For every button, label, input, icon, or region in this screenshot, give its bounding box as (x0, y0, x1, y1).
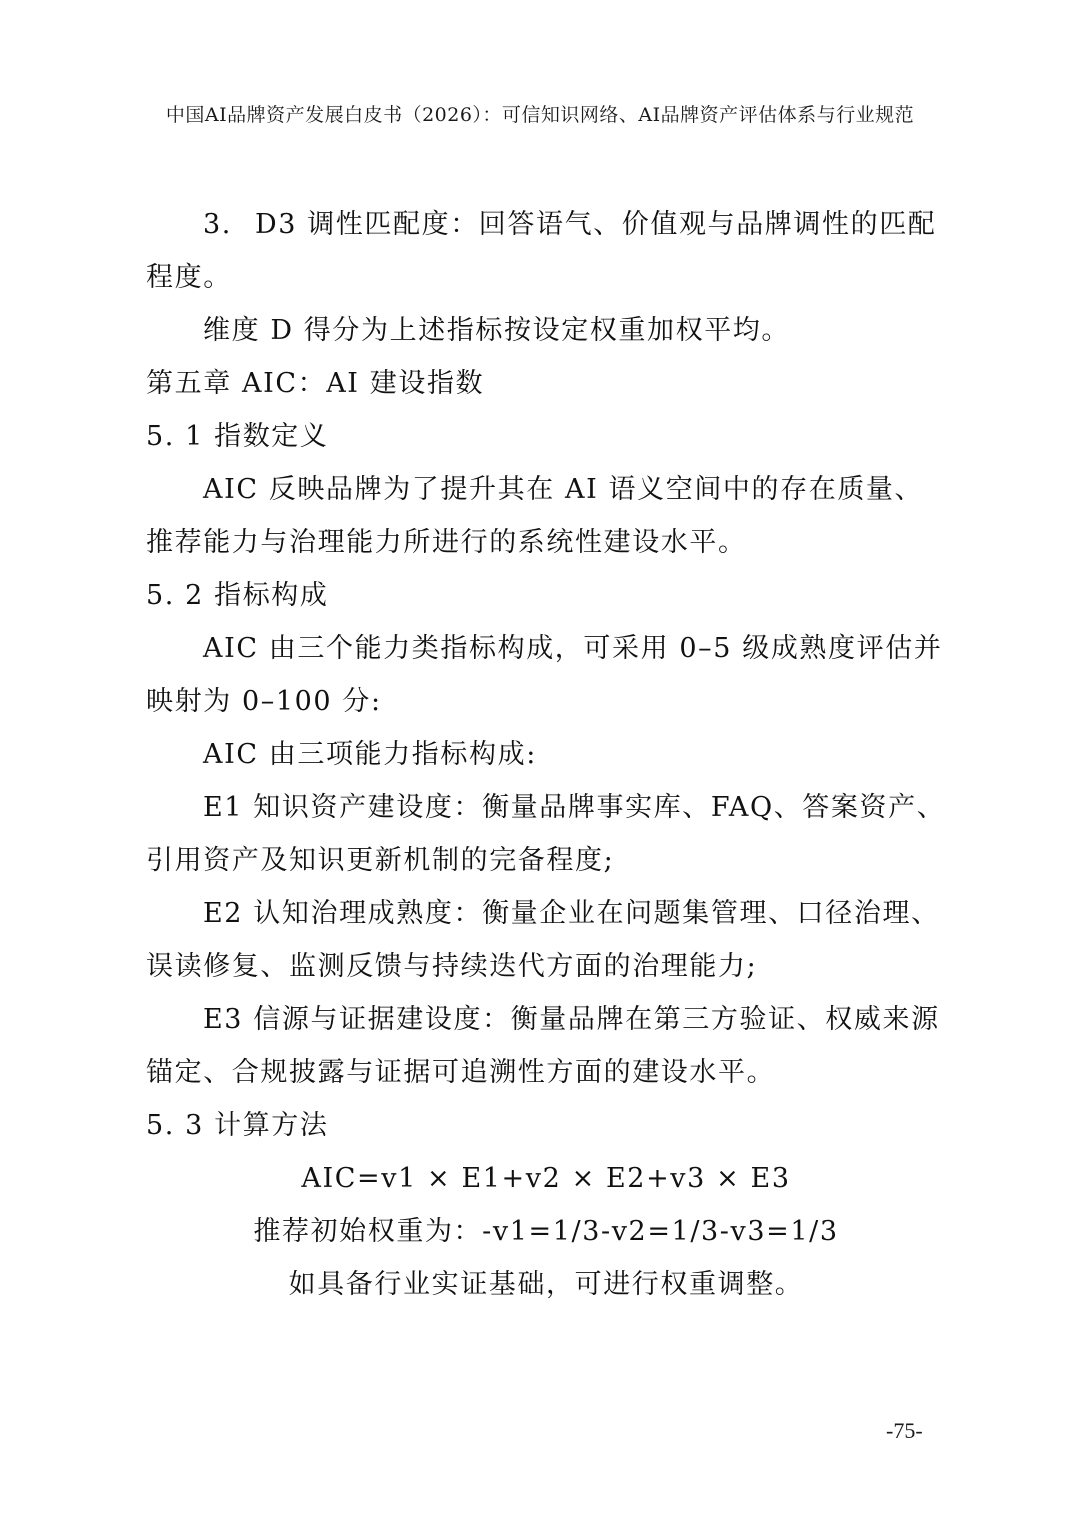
indicator-e1: E1 知识资产建设度：衡量品牌事实库、FAQ、答案资产、引用资产及知识更新机制的完备程度; (146, 792, 946, 876)
indicator-e2: E2 认知治理成熟度：衡量企业在问题集管理、口径治理、误读修复、监测反馈与持续迭代方面的治理能力; (146, 898, 940, 982)
section-5-1-body: AIC 反映品牌为了提升其在 AI 语义空间中的存在质量、推荐能力与治理能力所进行的系统性建设水平。 (146, 474, 924, 558)
initial-weights: 推荐初始权重为：-v1=1/3-v2=1/3-v3=1/3 (253, 1216, 839, 1247)
section-5-2-heading: 5. 2 指标构成 (146, 580, 329, 611)
list-item-d3 (146, 198, 946, 304)
section-5-2-body-1: AIC 由三个能力类指标构成，可采用 0–5 级成熟度评估并映射为 0–100 分: (146, 633, 943, 717)
section-5-2-body-2: AIC 由三项能力指标构成: (203, 739, 537, 770)
dimension-d-summary: 维度 D 得分为上述指标按设定权重加权平均。 (203, 315, 791, 346)
list-item-text: D3 调性匹配度：回答语气、价值观与品牌调性的匹配程度。 (146, 209, 937, 293)
weight-adjustment-note: 如具备行业实证基础，可进行权重调整。 (288, 1269, 804, 1300)
section-5-1-heading: 5. 1 指数定义 (146, 421, 329, 452)
section-5-3-heading: 5. 3 计算方法 (146, 1110, 329, 1141)
aic-formula: AIC=v1 × E1+v2 × E2+v3 × E3 (301, 1163, 791, 1194)
page-body (146, 198, 946, 1311)
indicator-e3: E3 信源与证据建设度：衡量品牌在第三方验证、权威来源锚定、合规披露与证据可追溯性方面的建设水平。 (146, 1004, 940, 1088)
list-item-number: 3. (203, 209, 232, 240)
running-header: 中国AI品牌资产发展白皮书（2026）：可信知识网络、AI品牌资产评估体系与行业规范 (165, 104, 915, 126)
page-number: -75- (886, 1418, 923, 1443)
chapter-heading: 第五章 AIC：AI 建设指数 (146, 368, 485, 399)
